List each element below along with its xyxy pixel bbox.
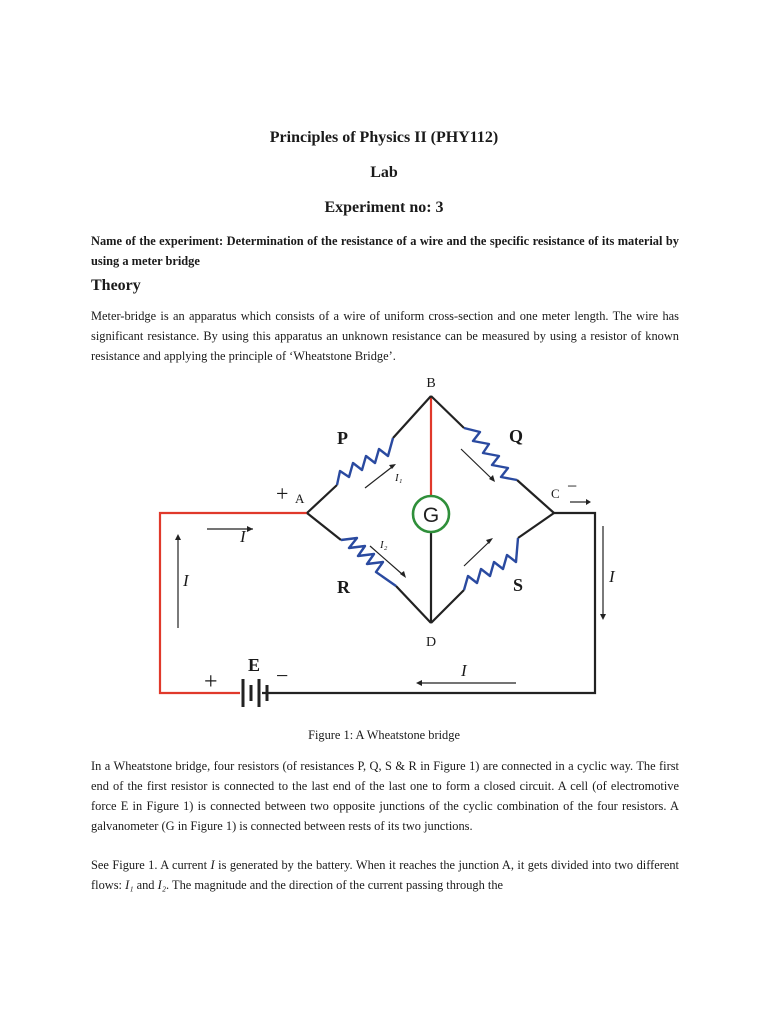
label-b: B — [426, 376, 436, 391]
label-i1: I₁ — [395, 472, 403, 484]
figure-caption: Figure 1: A Wheatstone bridge — [308, 728, 460, 742]
label-i-left: I — [183, 571, 189, 590]
lab-subtitle: Lab — [370, 164, 398, 181]
resistor-s — [464, 538, 518, 590]
theory-paragraph-1: Meter-bridge is an apparatus which consists of a wire of uniform cross-section and one meter length. The wire has significant resistance. By using this apparatus an unknown resistance can be measured by using a resistor of known resistance and applying the principle of ‘Wheatstone Bridge’. — [91, 309, 679, 363]
para3-text-3: and — [133, 878, 158, 892]
wire-p-b — [393, 396, 431, 438]
label-battery-minus: − — [276, 663, 289, 688]
label-battery-plus: + — [204, 669, 218, 695]
arrow-s — [464, 542, 489, 566]
label-i-right: I — [609, 567, 615, 586]
label-d: D — [425, 635, 437, 650]
experiment-name: Name of the experiment: Determination of the resistance of a wire and the specific resistance of its material by using a meter bridge — [91, 234, 679, 268]
para3-text-1: See Figure 1. A current — [91, 858, 211, 872]
wire-b-q — [431, 396, 464, 428]
wire-d-s — [431, 590, 464, 623]
theory-paragraph-3 — [91, 855, 679, 895]
para3-text-4: . The magnitude and the direction of the current passing through the — [166, 878, 504, 892]
para3-current-i2: I₂ — [157, 878, 167, 892]
wire-right — [262, 513, 595, 693]
para3-current-i1: I₁ — [125, 878, 134, 892]
para3-current-i: I — [210, 858, 215, 872]
theory-paragraph-2: In a Wheatstone bridge, four resistors (of resistances P, Q, S & R in Figure 1) are connected in a cyclic way. The first end of the first resistor is connected to the last end of the last one to form a closed circuit. A cell (of electromotive force E in Figure 1) is connected between two opposite junctions of the cyclic combination of the four resistors. A galvanometer (G in Figure 1) is connected between rests of its two junctions. — [91, 759, 679, 833]
wire-r-d — [396, 586, 431, 623]
wheatstone-bridge-figure — [150, 370, 620, 720]
label-a: A — [295, 491, 305, 506]
wire-a-r — [307, 513, 341, 540]
label-p: P — [337, 428, 348, 448]
label-c-minus: − — [567, 476, 578, 496]
theory-heading: Theory — [91, 277, 141, 294]
label-i2: I₂ — [380, 539, 388, 551]
wire-s-c — [518, 513, 554, 538]
label-r: R — [337, 577, 350, 597]
wire-a-p — [307, 485, 337, 513]
course-title: Principles of Physics II (PHY112) — [269, 129, 499, 146]
arrow-i1 — [365, 467, 392, 488]
galvanometer-label: G — [422, 504, 440, 527]
para3-text-2: is generated by the battery. When it reaches the junction A, it gets divided into two different flows: — [91, 858, 679, 892]
label-a-plus: + — [276, 481, 289, 506]
label-i-bottom: I — [461, 661, 467, 680]
label-i-top: I — [240, 527, 246, 546]
label-e: E — [248, 655, 261, 675]
label-q: Q — [509, 426, 524, 446]
label-s: S — [513, 575, 524, 595]
label-c: C — [551, 486, 560, 501]
experiment-number: Experiment no: 3 — [324, 199, 444, 216]
wire-q-c — [517, 480, 554, 513]
